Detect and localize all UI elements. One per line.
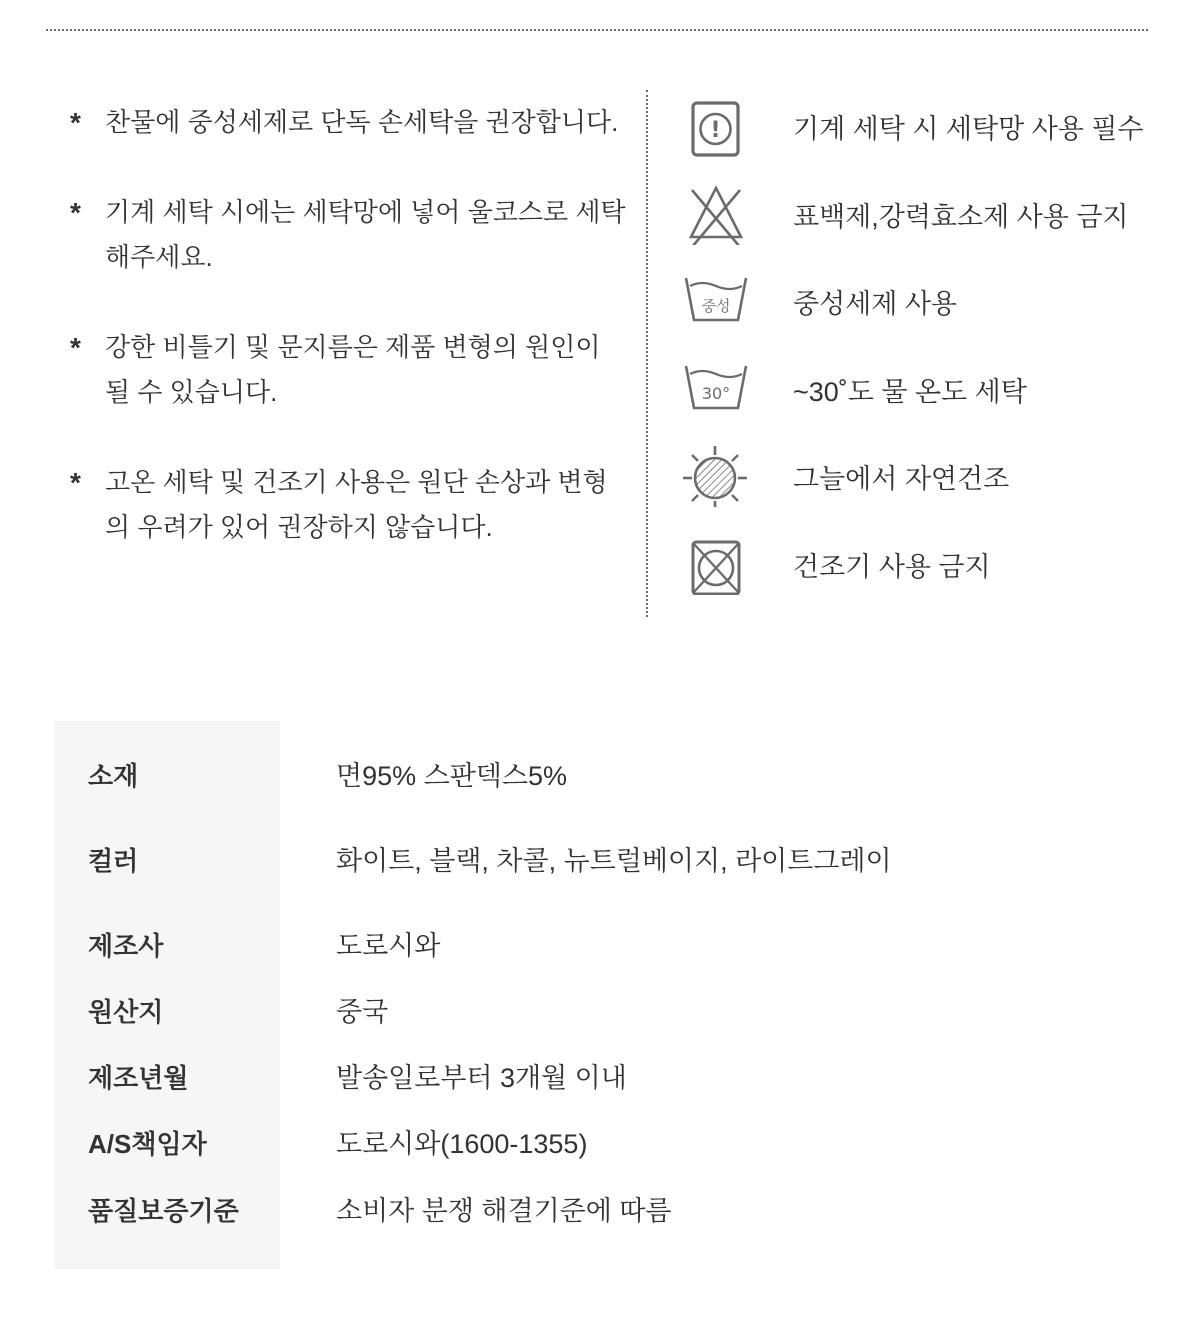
svg-text:30°: 30°	[701, 383, 731, 403]
care-label: ~30˚도 물 온도 세탁	[793, 376, 1027, 407]
care-label: 중성세제 사용	[793, 289, 957, 319]
spec-key: 원산지	[88, 997, 164, 1027]
spec-row-material	[54, 746, 1154, 806]
spec-value: 중국	[336, 997, 389, 1027]
note-item	[70, 190, 630, 280]
warning-box-icon	[680, 87, 752, 157]
no-bleach-icon	[680, 175, 752, 245]
care-item-wash-30	[680, 350, 1180, 438]
spec-value: 소비자 분쟁 해결기준에 따름	[336, 1196, 672, 1226]
spec-row-origin	[54, 982, 1154, 1042]
wash-30-degree-icon	[680, 350, 752, 420]
note-item	[70, 325, 630, 415]
note-item	[70, 460, 630, 550]
spec-value: 발송일로부터 3개월 이내	[336, 1063, 627, 1093]
washing-notes	[70, 100, 630, 595]
spec-key: 컬러	[88, 846, 139, 876]
care-item-no-tumble-dry	[680, 525, 1180, 613]
care-item-no-bleach	[680, 175, 1180, 263]
care-label: 표백제,강력효소제 사용 금지	[793, 201, 1129, 232]
note-text: 강한 비틀기 및 문지름은 제품 변형의 원인이 될 수 있습니다.	[105, 332, 601, 407]
care-label: 기계 세탁 시 세탁망 사용 필수	[793, 114, 1144, 144]
note-text: 찬물에 중성세제로 단독 손세탁을 권장합니다.	[105, 107, 619, 137]
note-text: 기계 세탁 시에는 세탁망에 넣어 울코스로 세탁 해주세요.	[105, 197, 626, 272]
care-item-shade-dry	[680, 437, 1180, 525]
svg-text:!: !	[710, 118, 721, 143]
shade-dry-icon	[680, 437, 752, 507]
neutral-detergent-wash-icon	[680, 262, 752, 332]
care-symbols	[680, 87, 1180, 612]
spec-value: 면95% 스판덱스5%	[336, 761, 567, 791]
spec-row-manufacture-date	[54, 1048, 1154, 1108]
spec-value: 화이트, 블랙, 차콜, 뉴트럴베이지, 라이트그레이	[336, 846, 892, 876]
care-label: 그늘에서 자연건조	[793, 464, 1010, 494]
spec-key: 제조사	[88, 931, 164, 961]
care-item-neutral-detergent	[680, 262, 1180, 350]
spec-value: 도로시와(1600-1355)	[336, 1129, 588, 1159]
asterisk-icon: *	[70, 467, 81, 498]
spec-row-manufacturer	[54, 916, 1154, 976]
care-item-mesh-bag	[680, 87, 1180, 175]
spec-row-quality-standard	[54, 1181, 1154, 1241]
asterisk-icon: *	[70, 107, 81, 138]
asterisk-icon: *	[70, 332, 81, 363]
top-dotted-divider	[46, 29, 1148, 31]
care-label: 건조기 사용 금지	[793, 551, 991, 582]
spec-row-color	[54, 831, 1154, 891]
spec-key: 소재	[88, 761, 139, 791]
note-item	[70, 100, 630, 145]
asterisk-icon: *	[70, 197, 81, 228]
svg-text:중성: 중성	[701, 297, 731, 315]
spec-value: 도로시와	[336, 931, 441, 961]
product-spec-table	[54, 721, 1154, 1269]
spec-key: 품질보증기준	[88, 1196, 239, 1226]
vertical-dotted-divider	[646, 90, 648, 617]
spec-key: A/S책임자	[88, 1129, 207, 1159]
spec-key: 제조년월	[88, 1063, 189, 1093]
no-tumble-dry-icon	[680, 525, 752, 595]
note-text: 고온 세탁 및 건조기 사용은 원단 손상과 변형의 우려가 있어 권장하지 않습니다.	[105, 467, 608, 542]
spec-row-as-contact	[54, 1114, 1154, 1174]
